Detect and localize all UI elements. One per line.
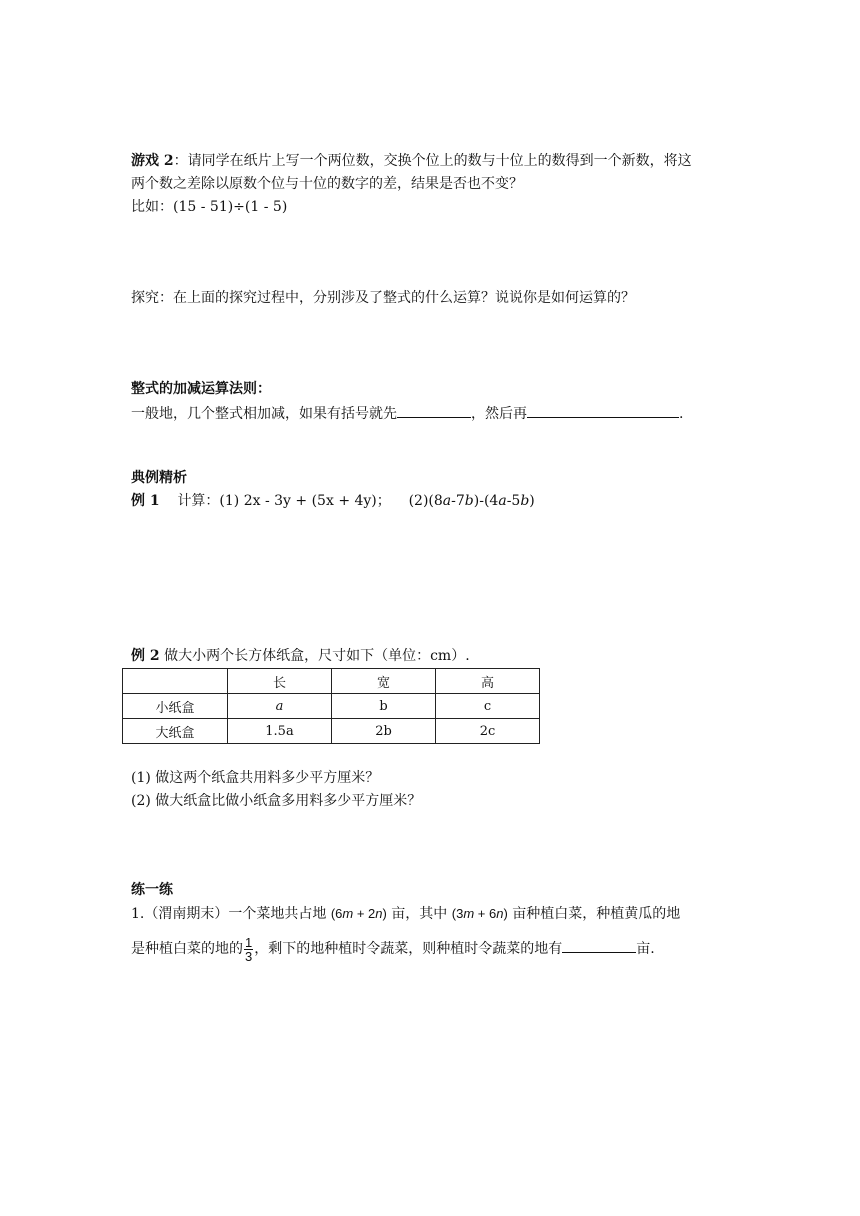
rule-text-b: ，然后再 xyxy=(471,406,527,422)
practice-heading: 练一练 xyxy=(131,882,173,898)
game2-line1 xyxy=(131,151,692,171)
example1-label: 例 1 xyxy=(131,493,160,509)
blank-1[interactable] xyxy=(397,402,471,418)
table-cell: a xyxy=(228,694,332,719)
game2-label: 游戏 2 xyxy=(131,153,174,169)
blank-2[interactable] xyxy=(527,402,679,418)
table-cell: 1.5a xyxy=(228,719,332,744)
table-cell: 小纸盒 xyxy=(123,694,228,719)
table-header-cell: 高 xyxy=(436,669,540,694)
example1-part1: 计算：(1) 2x - 3y + (5x + 4y)； xyxy=(177,493,391,509)
explore-question: 探究：在上面的探究过程中，分别涉及了整式的什么运算？说说你是如何运算的？ xyxy=(131,290,635,306)
table-header-cell: 长 xyxy=(228,669,332,694)
formula-total: (6m + 2n) xyxy=(330,906,387,921)
example1-part2: (2)(8a-7b)-(4a-5b) xyxy=(408,493,535,509)
formula-cabbage: (3m + 6n) xyxy=(451,906,508,921)
example2-label: 例 2 xyxy=(131,648,160,664)
rule-heading: 整式的加减运算法则： xyxy=(131,381,271,397)
table-cell: 2c xyxy=(436,719,540,744)
example2-title xyxy=(131,646,470,666)
fraction-one-third: $\frac{1}{3}$ xyxy=(245,934,253,964)
table-cell: b xyxy=(332,694,436,719)
table-row xyxy=(123,719,540,744)
practice-line2: 是种植白菜的地的 $\frac{1}{3}$ ，剩下的地种植时令蔬菜，则种植时令蔬菜的地有 亩. xyxy=(131,934,655,964)
rule-text-a: 一般地，几个整式相加减，如果有括号就先 xyxy=(131,406,397,422)
example2-question-2: (2) 做大纸盒比做小纸盒多用料多少平方厘米？ xyxy=(131,793,422,809)
table-cell: 2b xyxy=(332,719,436,744)
box-dimensions-table xyxy=(122,668,540,744)
practice-line1: 1.（渭南期末）一个菜地共占地 (6m + 2n) 亩，其中 (3m + 6n) 亩种植白菜，种植黄瓜的地 xyxy=(131,906,681,922)
table-header-cell xyxy=(123,669,228,694)
game2-text1: ：请同学在纸片上写一个两位数，交换个位上的数与十位上的数得到一个新数，将这 xyxy=(173,153,692,169)
rule-text xyxy=(131,402,683,424)
table-row xyxy=(123,694,540,719)
game2-example: 比如：(15 - 51)÷(1 - 5) xyxy=(131,199,288,215)
game2-line2: 两个数之差除以原数个位与十位的数字的差，结果是否也不变？ xyxy=(131,176,523,192)
blank-3[interactable] xyxy=(562,937,636,953)
table-header-row xyxy=(123,669,540,694)
table-header-cell: 宽 xyxy=(332,669,436,694)
table-cell: 大纸盒 xyxy=(123,719,228,744)
example1 xyxy=(131,491,535,511)
rule-text-c: . xyxy=(679,406,684,422)
example2-text: 做大小两个长方体纸盒，尺寸如下（单位：cm）. xyxy=(164,648,470,664)
table-cell: c xyxy=(436,694,540,719)
examples-heading: 典例精析 xyxy=(131,470,187,486)
example2-question-1: (1) 做这两个纸盒共用料多少平方厘米？ xyxy=(131,770,380,786)
